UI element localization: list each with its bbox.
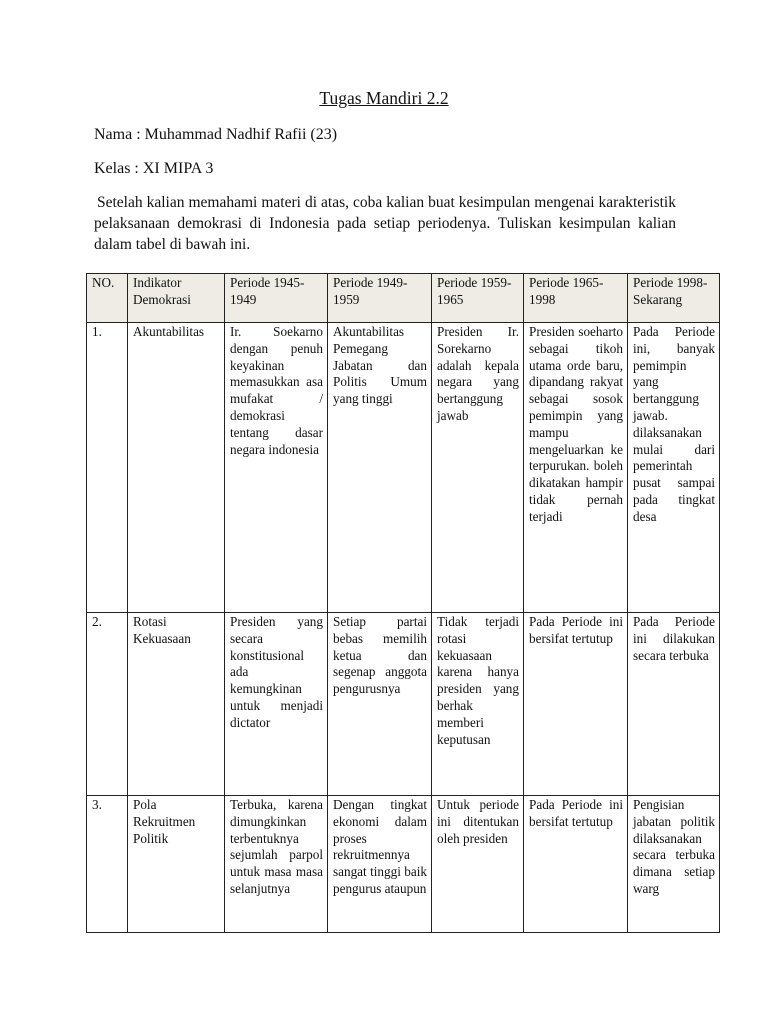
row-indikator: Akuntabilitas (128, 323, 225, 613)
table-cell: Presiden Ir. Sorekarno adalah kepala negara yang bertanggung jawab (432, 323, 524, 613)
table-cell: Ir. Soekarno dengan penuh keyakinan memasukkan asa mufakat / demokrasi tentang dasar negara indonesia (225, 323, 328, 613)
student-class: Kelas : XI MIPA 3 (94, 160, 214, 177)
instruction-paragraph: Setelah kalian memahami materi di atas, coba kalian buat kesimpulan mengenai karakteristik pelaksanaan demokrasi di Indonesia pada setiap periodenya. Tuliskan kesimpulan kalian dalam tabel di bawah ini. (94, 194, 676, 253)
table-cell: Dengan tingkat ekonomi dalam proses rekruitmennya sangat tinggi baik pengurus ataupun (328, 796, 432, 933)
header-periode-1945: Periode 1945-1949 (225, 274, 328, 323)
democracy-table (86, 273, 720, 933)
header-periode-1998: Periode 1998-Sekarang (628, 274, 720, 323)
header-no: NO. (87, 274, 128, 323)
table-cell: Presiden yang secara konstitusional ada kemungkinan untuk menjadi dictator (225, 613, 328, 796)
table-cell: Setiap partai bebas memilih ketua dan segenap anggota pengurusnya (328, 613, 432, 796)
document-title: Tugas Mandiri 2.2 (319, 88, 449, 108)
student-name: Nama : Muhammad Nadhif Rafii (23) (94, 126, 338, 143)
table-cell: Untuk periode ini ditentukan oleh presiden (432, 796, 524, 933)
table-row (87, 613, 720, 796)
table-row (87, 323, 720, 613)
header-indikator: Indikator Demokrasi (128, 274, 225, 323)
table-cell: Pada Periode ini dilakukan secara terbuka (628, 613, 720, 796)
row-number: 3. (87, 796, 128, 933)
table-cell: Presiden soeharto sebagai tikoh utama orde baru, dipandang rakyat sebagai sosok pemimpin yang mampu mengeluarkan ke terpurukan. boleh dikatakan hampir tidak pernah terjadi (524, 323, 628, 613)
table-cell: Pada Periode ini bersifat tertutup (524, 796, 628, 933)
header-periode-1949: Periode 1949-1959 (328, 274, 432, 323)
table-cell: Pada Periode ini, banyak pemimpin yang bertanggung jawab. dilaksanakan mulai dari pemerintah pusat sampai pada tingkat desa (628, 323, 720, 613)
header-periode-1965: Periode 1965-1998 (524, 274, 628, 323)
table-cell: Akuntabilitas Pemegang Jabatan dan Politis Umum yang tinggi (328, 323, 432, 613)
table-cell: Pada Periode ini bersifat tertutup (524, 613, 628, 796)
header-periode-1959: Periode 1959-1965 (432, 274, 524, 323)
row-number: 1. (87, 323, 128, 613)
table-cell: Tidak terjadi rotasi kekuasaan karena hanya presiden yang berhak memberi keputusan (432, 613, 524, 796)
row-indikator: Rotasi Kekuasaan (128, 613, 225, 796)
table-cell: Terbuka, karena dimungkinkan terbentuknya sejumlah parpol untuk masa masa selanjutnya (225, 796, 328, 933)
row-number: 2. (87, 613, 128, 796)
row-indikator: Pola Rekruitmen Politik (128, 796, 225, 933)
table-cell: Pengisian jabatan politik dilaksanakan secara terbuka dimana setiap warg (628, 796, 720, 933)
table-row (87, 796, 720, 933)
table-header-row (87, 274, 720, 323)
